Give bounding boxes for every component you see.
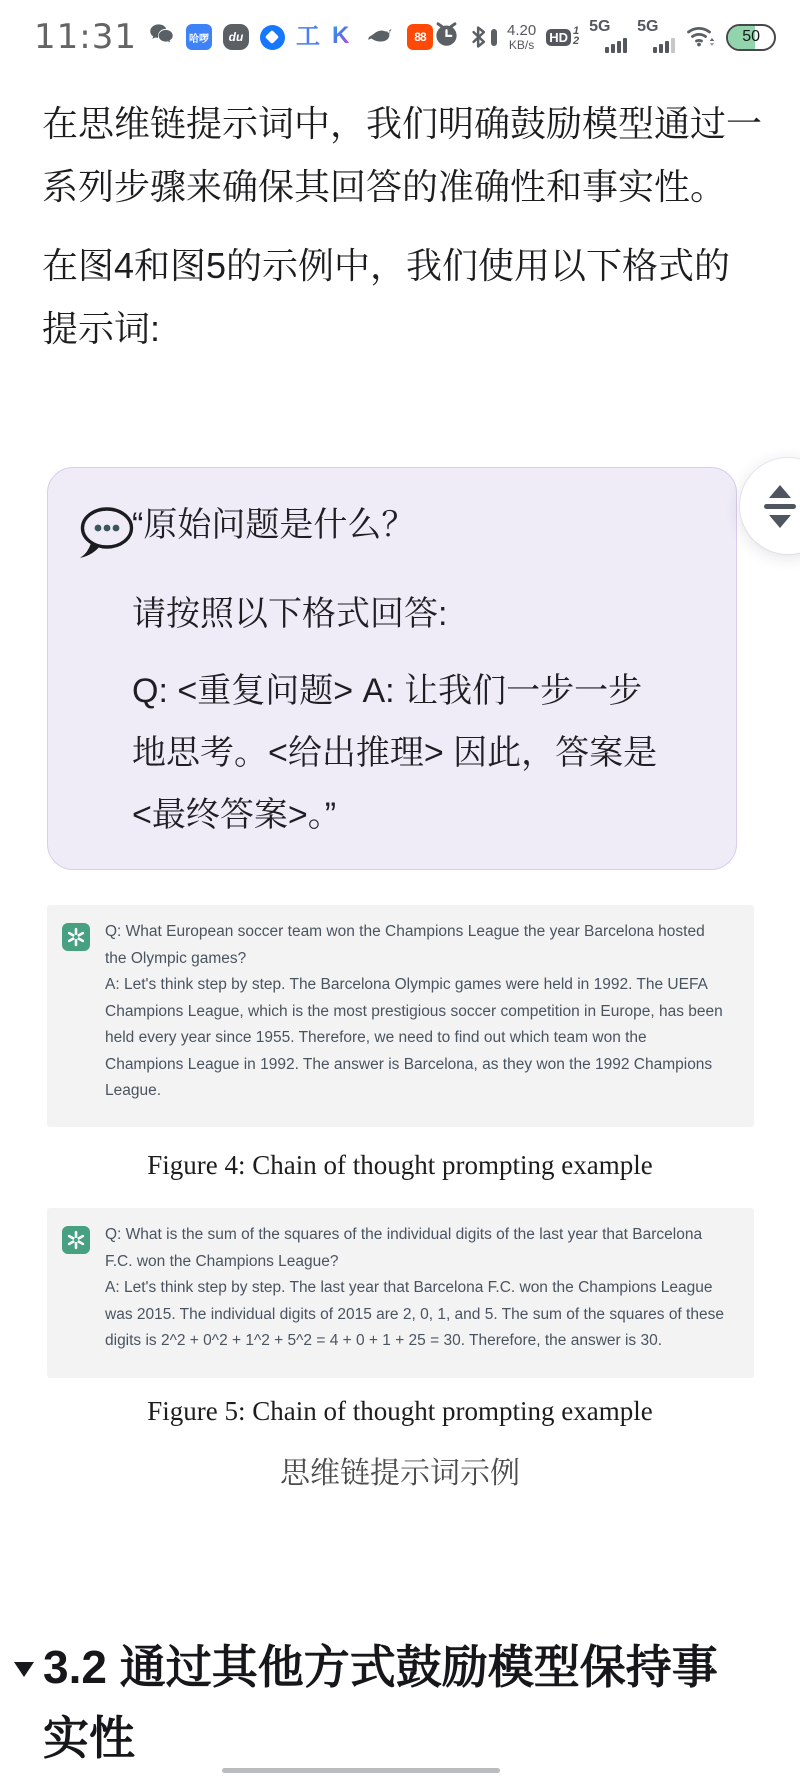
sim1-network-label: 5G	[589, 18, 611, 35]
alipay-icon	[260, 25, 285, 50]
scroll-drag-handle[interactable]	[740, 458, 800, 554]
quote-body-line: Q: <重复问题> A: 让我们一步一步	[132, 672, 643, 710]
tieba-label: du	[228, 30, 244, 44]
example-question: Q: What is the sum of the squares of the individual digits of the last year that Barcelona F.C. won the Champions League?	[105, 1226, 703, 1270]
volte-hd-icon	[546, 27, 579, 47]
network-speed-unit: KB/s	[508, 37, 535, 52]
svg-text:K: K	[331, 22, 350, 48]
wechat-icon	[148, 21, 175, 53]
alarm-clock-icon	[433, 21, 460, 53]
bird-app-icon	[366, 22, 396, 52]
signal-sim1-icon	[589, 19, 627, 55]
hd-sim2: 2	[572, 35, 580, 47]
paragraph-figure-intro: 在图4和图5的示例中，我们使用以下格式的提示词:	[42, 245, 731, 349]
chatgpt-logo-icon	[62, 923, 90, 951]
quote-body	[132, 660, 657, 846]
k-app-icon	[331, 21, 355, 53]
bluetooth-icon	[470, 24, 497, 50]
network-speed-value: 4.20	[506, 21, 537, 39]
hellobike-label: 哈啰	[188, 33, 209, 45]
section-heading-3-2[interactable]	[14, 1632, 760, 1774]
status-bar-right	[433, 19, 776, 55]
paragraph-cot-intro: 在思维链提示词中，我们明确鼓励模型通过一系列步骤来确保其回答的准确性和事实性。	[42, 103, 763, 207]
status-bar-left	[34, 17, 433, 57]
quote-line-2: 请按照以下格式回答:	[132, 595, 448, 633]
scroll-down-icon	[769, 515, 791, 528]
speech-bubble-icon	[76, 504, 136, 565]
tieba-icon	[223, 24, 249, 50]
kuaishou-label: 88	[414, 30, 426, 44]
figures-chinese-caption: 思维链提示词示例	[280, 1457, 520, 1490]
hellobike-icon	[186, 24, 212, 50]
gong-app-icon: 工	[295, 23, 320, 50]
chatgpt-logo-icon	[62, 1226, 90, 1254]
quote-body-line: 地思考。<给出推理> 因此，答案是	[132, 734, 658, 772]
section-heading-text: 3.2 通过其他方式鼓励模型保持事实性	[43, 1641, 718, 1764]
network-speed	[507, 23, 536, 51]
battery-indicator	[726, 24, 776, 51]
scroll-up-icon	[769, 485, 791, 498]
prompt-quote-box	[47, 467, 737, 870]
chatgpt-example-figure5	[47, 1208, 754, 1378]
hd-sim1: 1	[572, 25, 580, 38]
sim2-network-label: 5G	[637, 18, 659, 35]
quote-line-1: “原始问题是什么？	[132, 506, 416, 544]
battery-level: 50	[742, 28, 760, 45]
example-question: Q: What European soccer team won the Champions League the year Barcelona hosted the Olympic games?	[105, 923, 705, 967]
collapse-triangle-icon	[14, 1662, 34, 1677]
scroll-grip-icon	[764, 504, 796, 509]
quote-body-line: <最终答案>。”	[132, 796, 337, 834]
figure5-caption: Figure 5: Chain of thought prompting example	[147, 1396, 653, 1426]
example-answer: A: Let's think step by step. The last year that Barcelona F.C. won the Champions League was 2015. The individual digits of 2015 are 2, 0, 1, and 5. The sum of the squares of these digits is 2^2 + 0^2 + 1^2 + 5^2 = 4 + 0 + 1 + 25 = 30. Therefore, the answer is 30.	[105, 1279, 724, 1349]
status-bar	[34, 14, 760, 60]
horizontal-scrollbar[interactable]	[222, 1768, 500, 1773]
example-answer: A: Let's think step by step. The Barcelona Olympic games were held in 1992. The UEFA Champions League, which is the most prestigious soccer competition in Europe, has been held every year since 1955. Therefore, we need to find out which team won the Champions League in 1992. The answer is Barcelona, as they won the 1992 Champions League.	[105, 976, 723, 1099]
clock-time: 11:31	[34, 17, 137, 57]
wifi-icon	[685, 22, 716, 53]
signal-sim2-icon	[637, 19, 675, 55]
kuaishou-icon	[407, 24, 433, 50]
hd-badge: HD	[546, 29, 571, 46]
chatgpt-example-figure4	[47, 905, 754, 1127]
figure4-caption: Figure 4: Chain of thought prompting example	[147, 1150, 653, 1180]
